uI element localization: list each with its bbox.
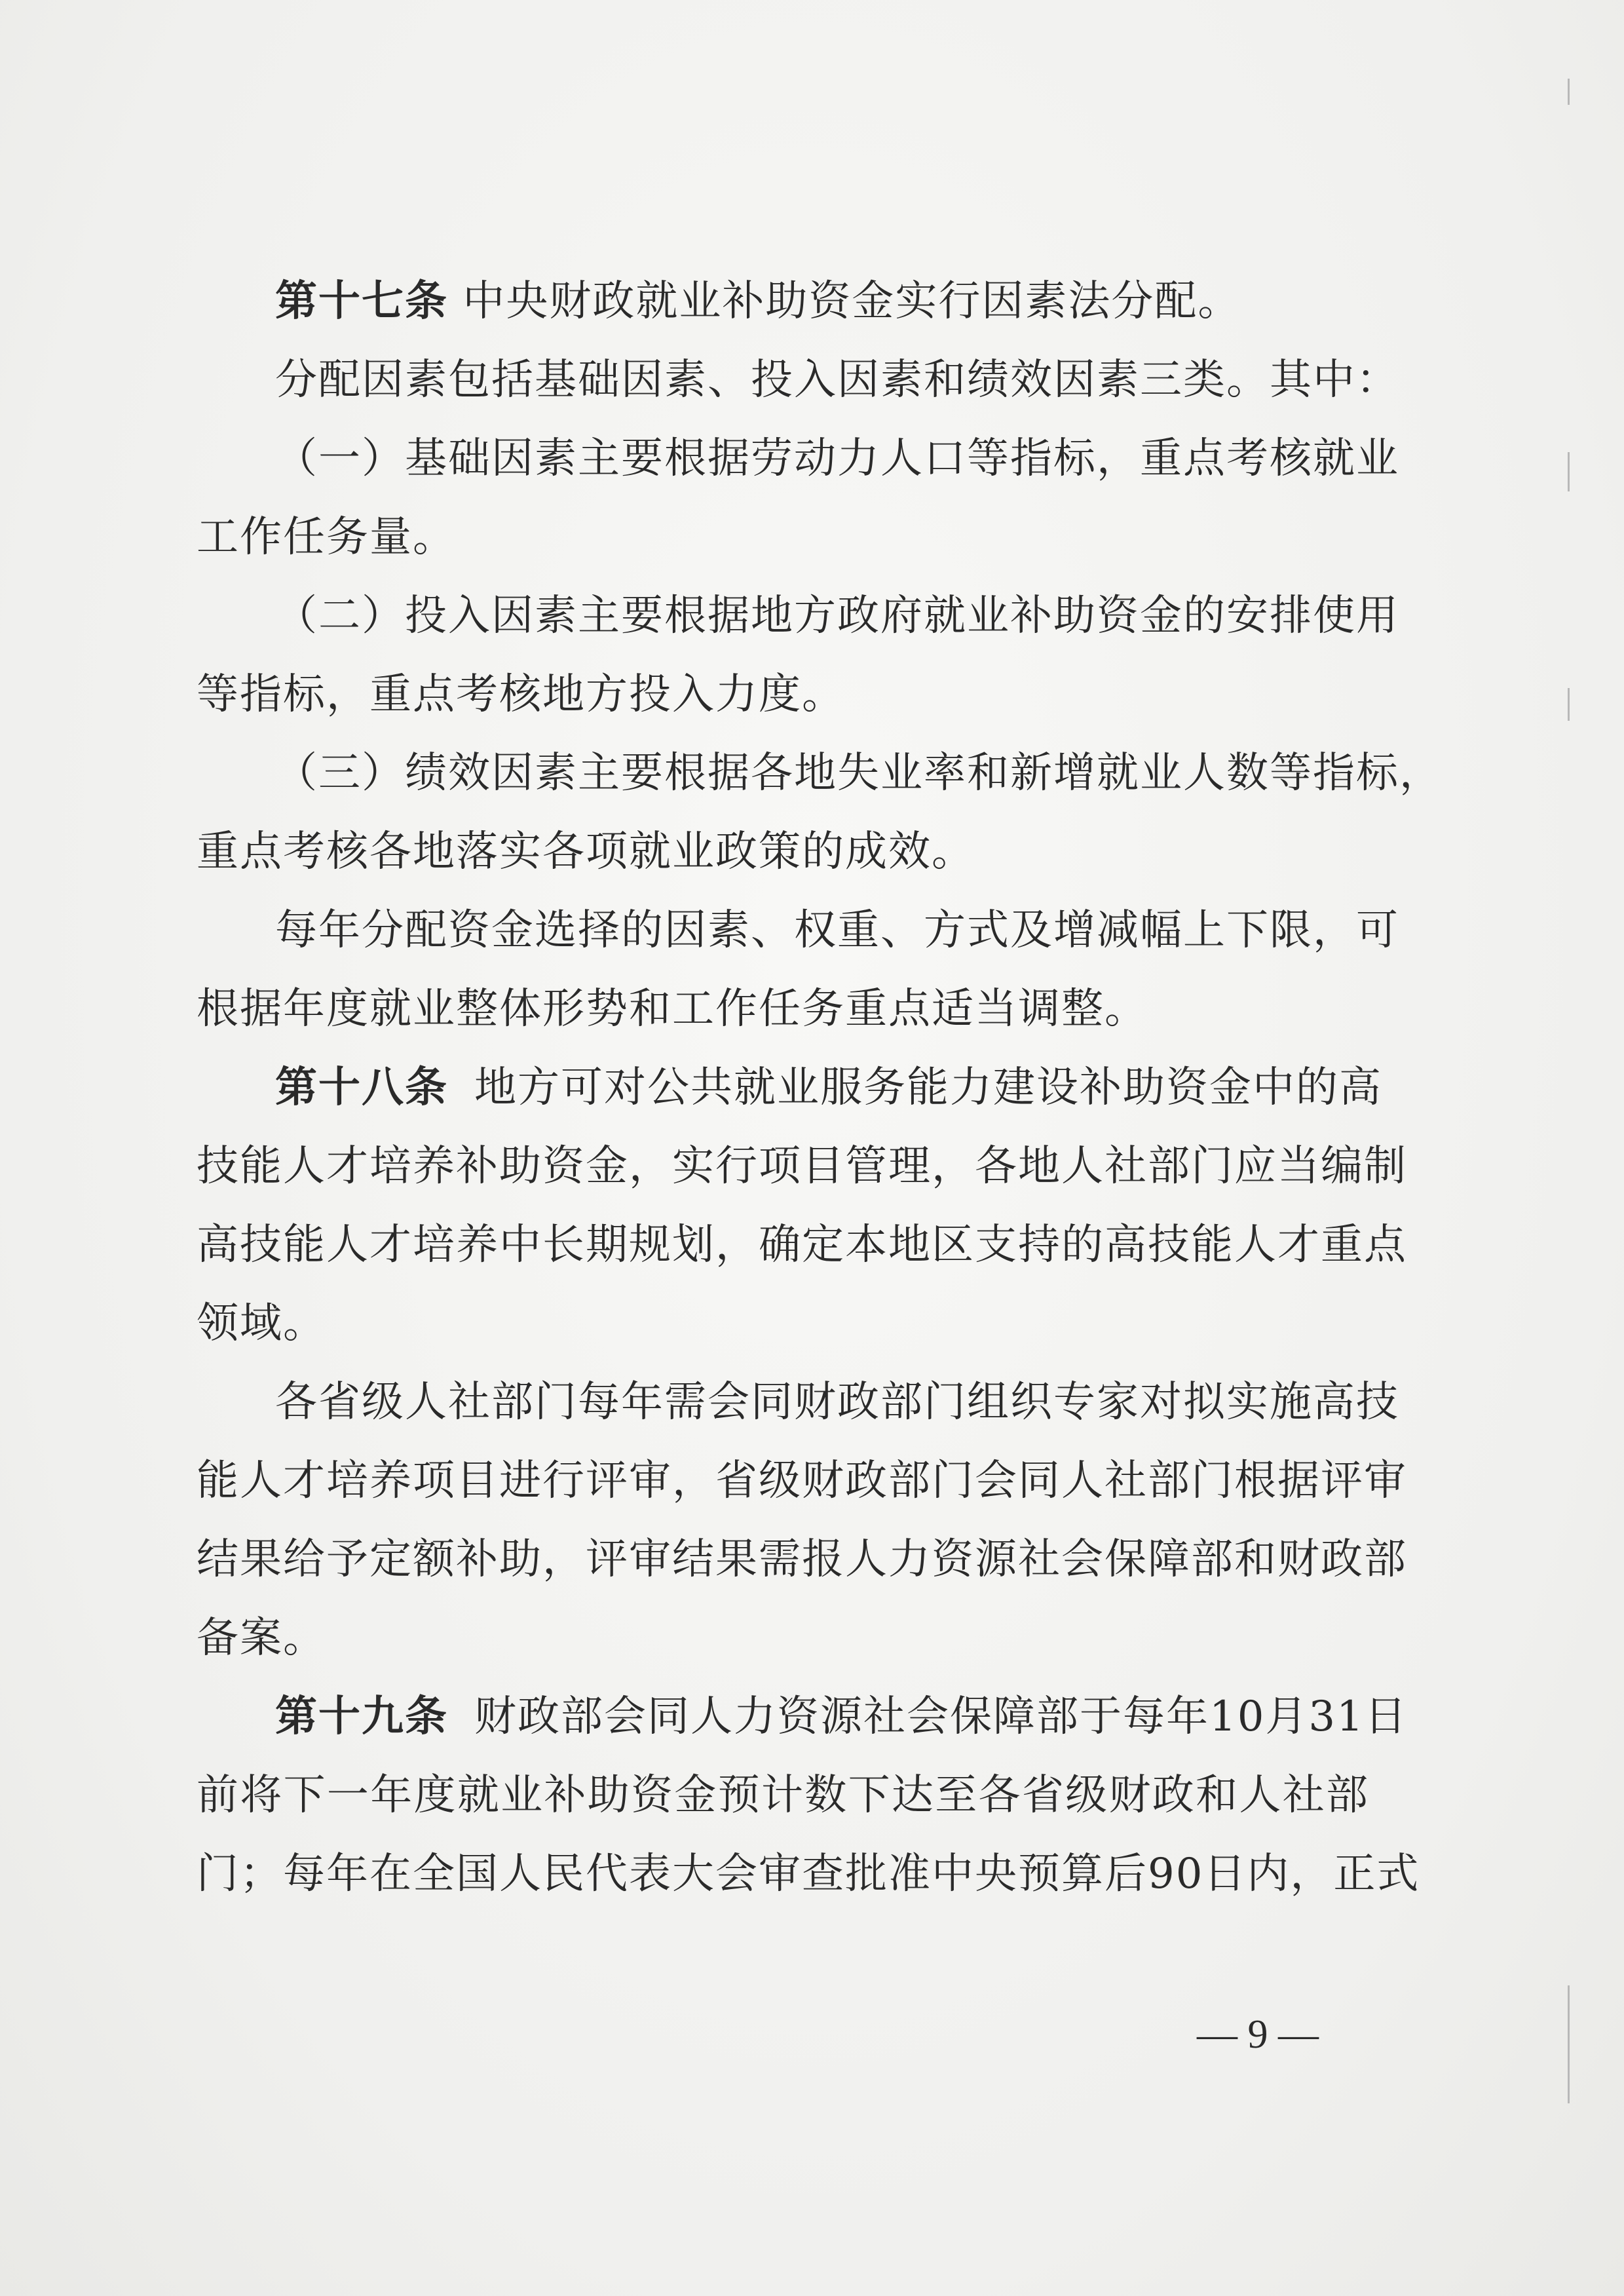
article-19-line-2: 前将下一年度就业补助资金预计数下达至各省级财政和人社部	[197, 1771, 1369, 1820]
article-18-para-line-2: 能人才培养项目进行评审，省级财政部门会同人社部门根据评审	[197, 1457, 1407, 1505]
article-19-heading: 第十九条	[275, 1693, 448, 1741]
article-17-para-line-2: 根据年度就业整体形势和工作任务重点适当调整。	[197, 985, 1148, 1033]
article-18-text: 地方可对公共就业服务能力建设补助资金中的高	[474, 1063, 1382, 1112]
article-17-item-2-line-1: （二）投入因素主要根据地方政府就业补助资金的安排使用	[275, 592, 1399, 640]
article-17-item-3-line-2: 重点考核各地落实各项就业政策的成效。	[197, 828, 975, 876]
article-19-line-3: 门；每年在全国人民代表大会审查批准中央预算后90日内，正式	[197, 1850, 1420, 1898]
article-17-para-line-1: 每年分配资金选择的因素、权重、方式及增减幅上下限，可	[275, 906, 1399, 955]
article-17-heading: 第十七条	[275, 277, 448, 326]
article-17-line-2: 分配因素包括基础因素、投入因素和绩效因素三类。其中：	[275, 356, 1399, 404]
article-18-line-2: 技能人才培养补助资金，实行项目管理，各地人社部门应当编制	[197, 1142, 1407, 1191]
page-number: — 9 —	[1197, 2012, 1319, 2057]
article-18-para-line-4: 备案。	[197, 1614, 326, 1662]
article-17-text: 中央财政就业补助资金实行因素法分配。	[463, 277, 1241, 326]
article-17-item-2-line-2: 等指标，重点考核地方投入力度。	[197, 670, 845, 719]
scan-mark	[1568, 688, 1570, 721]
article-18-line-4: 领域。	[197, 1299, 326, 1348]
article-17-item-1-line-2: 工作任务量。	[197, 513, 456, 562]
article-17-item-1-line-1: （一）基础因素主要根据劳动力人口等指标，重点考核就业	[275, 434, 1399, 483]
scan-mark	[1568, 1985, 1570, 2103]
article-17-line-1	[275, 269, 1369, 334]
article-19-text: 财政部会同人力资源社会保障部于每年10月31日	[474, 1693, 1408, 1741]
article-19-line-1	[275, 1684, 1408, 1750]
scan-mark	[1568, 79, 1570, 105]
scan-mark	[1568, 452, 1570, 491]
article-18-para-line-3: 结果给予定额补助，评审结果需报人力资源社会保障部和财政部	[197, 1535, 1407, 1584]
article-18-para-line-1: 各省级人社部门每年需会同财政部门组织专家对拟实施高技	[275, 1378, 1399, 1426]
article-18-heading: 第十八条	[275, 1063, 448, 1112]
article-18-line-3: 高技能人才培养中长期规划，确定本地区支持的高技能人才重点	[197, 1221, 1407, 1269]
article-18-line-1	[275, 1055, 1382, 1120]
article-17-item-3-line-1: （三）绩效因素主要根据各地失业率和新增就业人数等指标，	[275, 749, 1443, 797]
